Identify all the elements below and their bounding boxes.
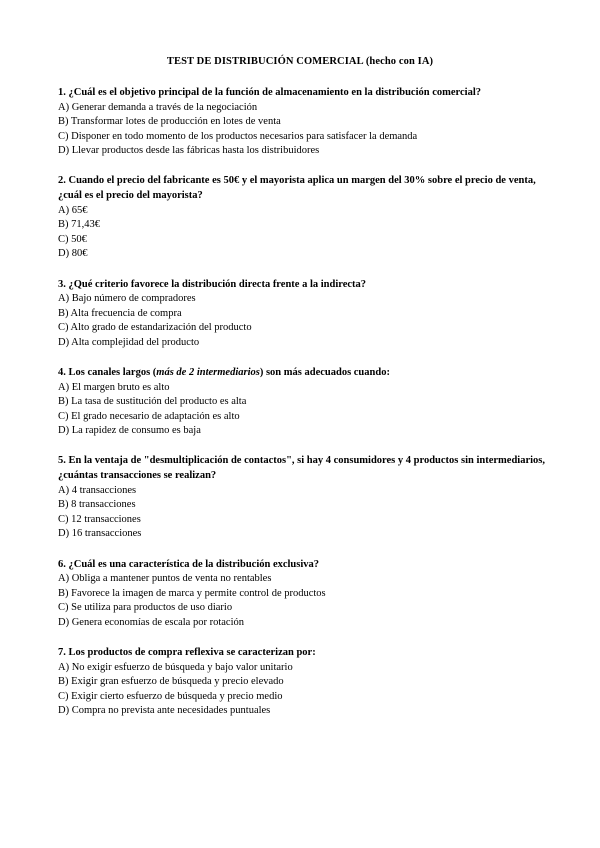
question-prompt-end: ) son más adecuados cuando:	[259, 367, 390, 378]
question-prompt-italic: más de 2 intermediarios	[156, 367, 260, 378]
question-prompt: Cuando el precio del fabricante es 50€ y el mayorista aplica un margen del 30% sobre el precio de venta, ¿cuál es el precio del mayorista?	[58, 175, 536, 202]
question-1	[58, 86, 548, 159]
answer-option-b: B) Favorece la imagen de marca y permite control de productos	[58, 587, 326, 599]
question-text	[58, 174, 548, 203]
question-5	[58, 454, 548, 542]
answer-option-b: B) Alta frecuencia de compra	[58, 307, 182, 319]
question-number: 4.	[58, 367, 66, 378]
answer-option-c: C) 50€	[58, 233, 87, 245]
question-prompt: ¿Qué criterio favorece la distribución directa frente a la indirecta?	[68, 278, 367, 290]
question-2	[58, 174, 548, 262]
question-number: 6.	[58, 558, 66, 570]
answer-option-b: B) 8 transacciones	[58, 499, 136, 511]
question-text	[58, 86, 548, 101]
answer-option-d: D) 80€	[58, 248, 88, 260]
question-number: 1.	[58, 87, 66, 98]
question-text	[58, 558, 548, 573]
answer-option-b: B) La tasa de sustitución del producto es alta	[58, 396, 247, 408]
question-text	[58, 454, 548, 483]
answer-option-c: C) Se utiliza para productos de uso diario	[58, 602, 233, 614]
answer-option-c: C) 12 transacciones	[58, 513, 141, 525]
question-3	[58, 278, 548, 351]
answer-option-d: D) Compra no prevista ante necesidades puntuales	[58, 705, 271, 717]
answer-option-a: A) El margen bruto es alto	[58, 381, 170, 393]
answer-option-d: D) Alta complejidad del producto	[58, 336, 200, 348]
answer-option-a: A) No exigir esfuerzo de búsqueda y bajo valor unitario	[58, 661, 293, 673]
answer-option-c: C) El grado necesario de adaptación es alto	[58, 410, 240, 422]
document-title: TEST DE DISTRIBUCIÓN COMERCIAL (hecho con IA)	[166, 56, 434, 67]
question-prompt: Los productos de compra reflexiva se caracterizan por:	[68, 647, 316, 658]
question-prompt: ¿Cuál es una característica de la distribución exclusiva?	[68, 558, 320, 570]
answer-option-a: A) Bajo número de compradores	[58, 293, 196, 305]
question-prompt-start: Los canales largos (	[68, 367, 157, 378]
answer-option-d: D) La rapidez de consumo es baja	[58, 425, 201, 437]
answer-option-b: B) Exigir gran esfuerzo de búsqueda y precio elevado	[58, 676, 284, 688]
question-6	[58, 558, 548, 631]
answer-option-d: D) Genera economías de escala por rotación	[58, 616, 244, 628]
question-number: 5.	[58, 455, 66, 467]
answer-option-d: D) Llevar productos desde las fábricas hasta los distribuidores	[58, 145, 320, 157]
question-number: 7.	[58, 647, 66, 658]
answer-option-c: C) Exigir cierto esfuerzo de búsqueda y precio medio	[58, 690, 283, 702]
question-number: 3.	[58, 278, 66, 290]
answer-option-a: A) 65€	[58, 204, 88, 216]
answer-option-c: C) Disponer en todo momento de los productos necesarios para satisfacer la demanda	[58, 130, 418, 142]
question-text	[58, 646, 548, 661]
question-7	[58, 646, 548, 719]
question-prompt: ¿Cuál es el objetivo principal de la función de almacenamiento en la distribución comercial?	[68, 87, 481, 98]
answer-option-b: B) Transformar lotes de producción en lotes de venta	[58, 116, 281, 128]
question-text	[58, 278, 548, 293]
answer-option-a: A) Generar demanda a través de la negociación	[58, 101, 258, 113]
question-number: 2.	[58, 175, 66, 187]
question-text	[58, 366, 548, 381]
answer-option-c: C) Alto grado de estandarización del producto	[58, 322, 252, 334]
question-list	[58, 86, 548, 734]
question-prompt: En la ventaja de "desmultiplicación de contactos", si hay 4 consumidores y 4 productos sin intermediarios, ¿cuántas transacciones se realizan?	[58, 455, 545, 482]
answer-option-a: A) Obliga a mantener puntos de venta no rentables	[58, 573, 272, 585]
answer-option-a: A) 4 transacciones	[58, 484, 137, 496]
answer-option-d: D) 16 transacciones	[58, 528, 142, 540]
answer-option-b: B) 71,43€	[58, 219, 100, 231]
question-4	[58, 366, 548, 439]
